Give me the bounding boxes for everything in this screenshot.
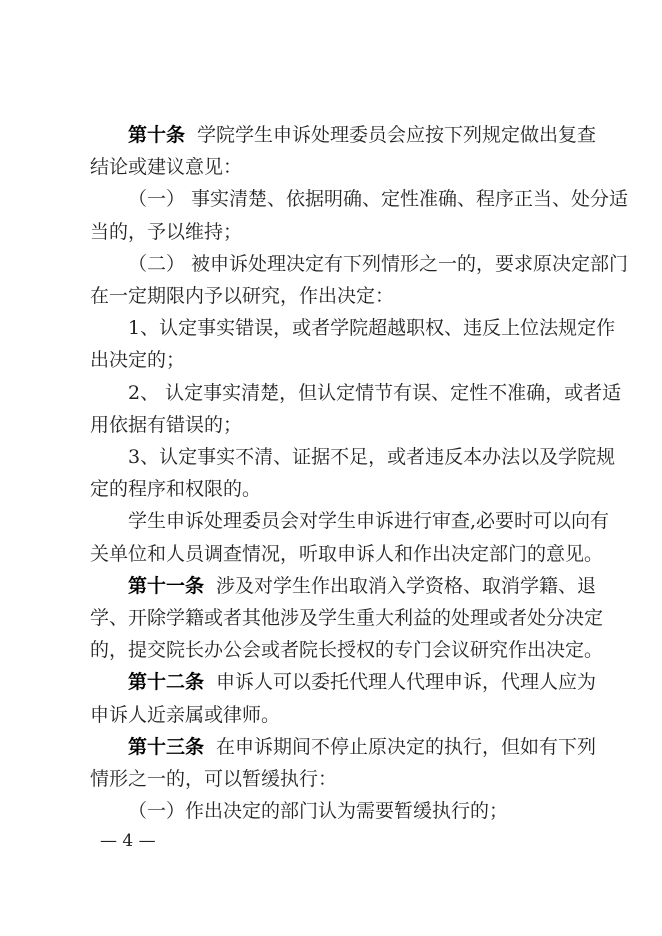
line-text: 用依据有错误的； [90,413,243,436]
text-line [128,249,629,279]
line-text: 在申诉期间不停止原决定的执行，但如有下列 [216,735,597,758]
line-text: 1、认定事实错误，或者学院超越职权、违反上位法规定作 [128,317,616,340]
article-heading-line [128,120,597,150]
line-text: （二） 被申诉处理决定有下列情形之一的，要求原决定部门 [128,252,629,275]
text-line [90,764,572,794]
line-text: （一） 事实清楚、依据明确、定性准确、程序正当、处分适 [128,188,629,211]
line-text: 的，提交院长办公会或者院长授权的专门会议研究作出决定。 [90,639,604,662]
text-line [90,539,604,569]
line-text: 学生申诉处理委员会对学生申诉进行审查,必要时可以向有 [128,510,610,533]
line-text: 申诉人近亲属或律师。 [90,703,281,726]
line-text: 出决定的； [90,349,186,372]
line-text: 申诉人可以委托代理人代理申诉，代理人应为 [216,671,597,694]
line-text: 学、开除学籍或者其他涉及学生重大利益的处理或者处分决定 [90,607,604,629]
text-line [90,410,572,440]
article-heading-line [128,571,597,601]
page-number: — 4 — [100,831,156,851]
article-heading-line [128,732,597,762]
text-line [90,217,572,247]
line-text: 涉及对学生作出取消入学资格、取消学籍、退 [216,574,597,597]
article-number: 第十条 [128,124,186,146]
line-text: 结论或建议意见： [90,156,243,179]
line-text: 情形之一的，可以暂缓执行： [90,768,338,790]
text-line [90,152,572,182]
text-line [128,442,616,472]
text-line [90,474,572,504]
line-text: 在一定期限内予以研究，作出决定： [90,285,395,307]
text-line [90,281,572,311]
text-line [90,345,572,375]
line-text: 学院学生申诉处理委员会应按下列规定做出复查 [197,124,597,146]
text-line [90,603,604,633]
text-line [128,184,629,214]
article-number: 第十三条 [128,735,205,758]
text-line [90,635,604,665]
line-text: 2、 认定事实清楚，但认定情节有误、定性不准确，或者适 [128,381,622,404]
line-text: 当的，予以维持； [90,220,243,243]
line-text: 3、认定事实不清、证据不足，或者违反本办法以及学院规 [128,446,616,468]
line-text: （一）作出决定的部门认为需要暂缓执行的； [128,800,509,823]
article-number: 第十一条 [128,574,205,597]
line-text: 关单位和人员调查情况，听取申诉人和作出决定部门的意见。 [90,542,604,565]
article-number: 第十二条 [128,671,205,694]
text-line [128,378,622,408]
text-line [128,506,610,536]
text-line [128,313,616,343]
article-heading-line [128,667,597,697]
text-line [90,700,572,730]
line-text: 定的程序和权限的。 [90,478,262,501]
text-line [128,796,572,826]
